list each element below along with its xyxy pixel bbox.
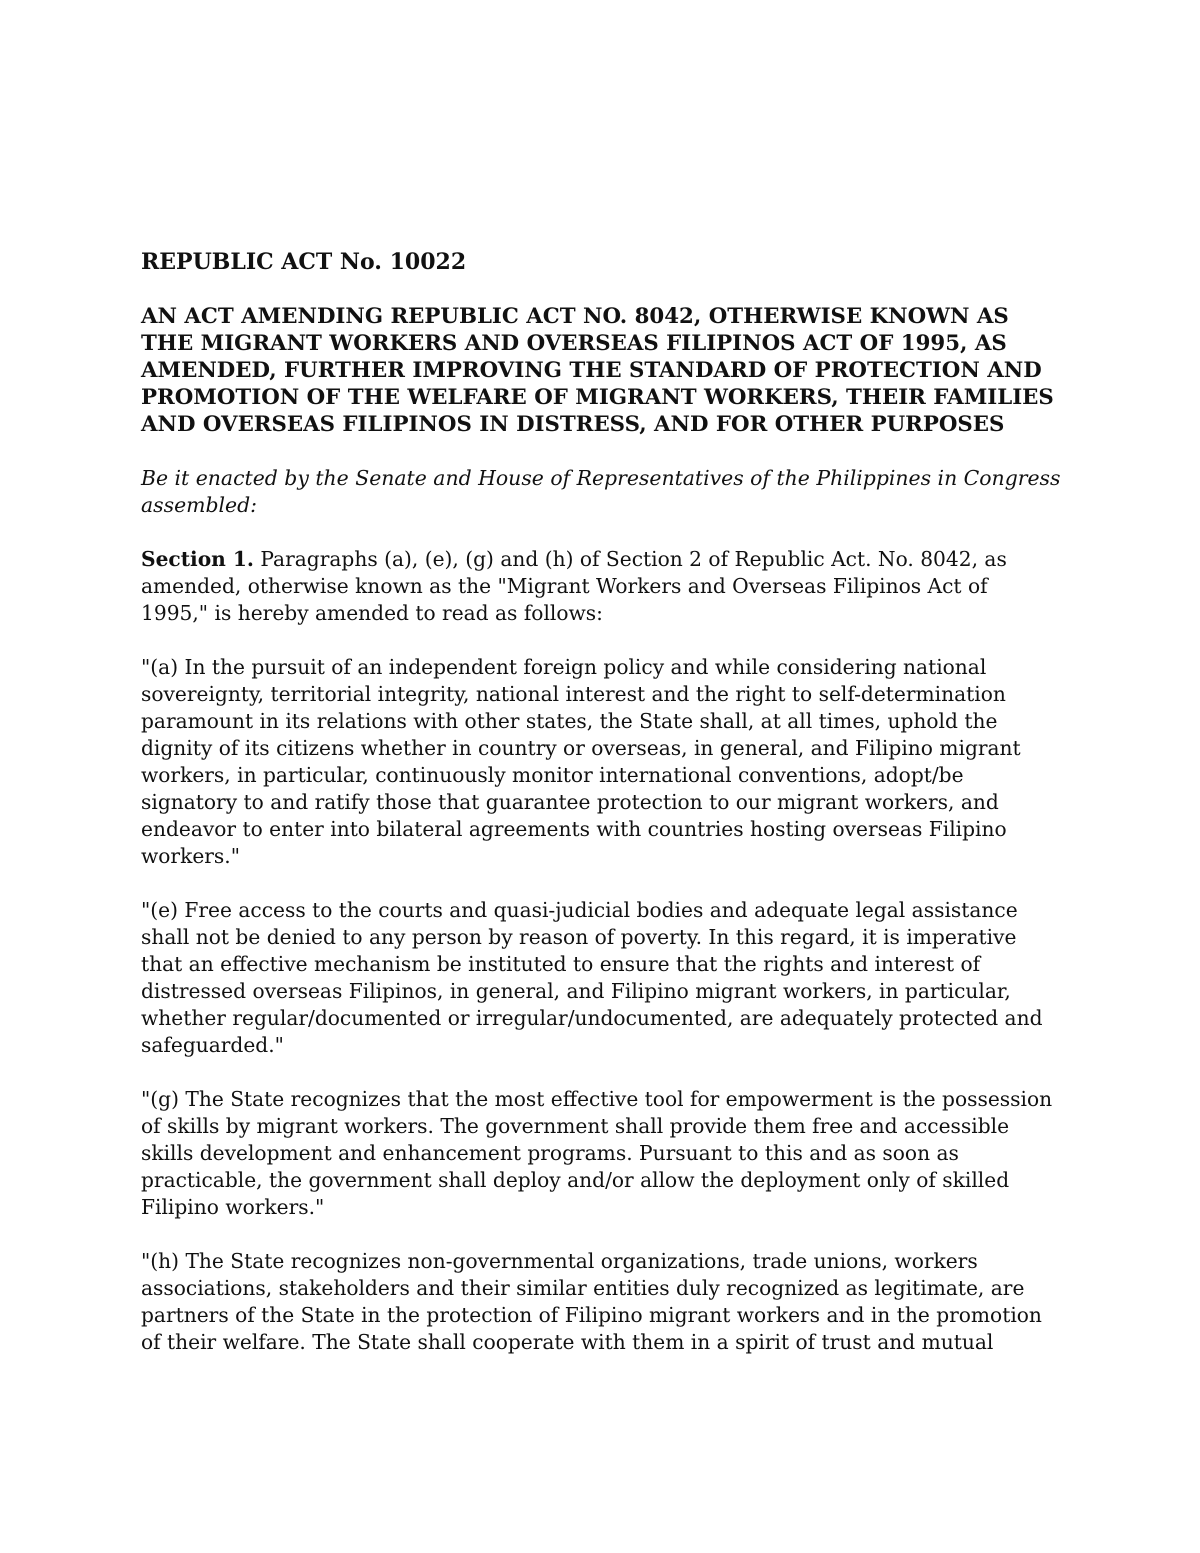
section-1-text: Paragraphs (a), (e), (g) and (h) of Section 2 of Republic Act. No. 8042, as amended, otherwise known as the "Migrant Workers and Overseas Filipinos Act of 1995," is hereby amended to read as follows: (141, 547, 1007, 625)
document-page (141, 249, 1061, 1383)
act-title: AN ACT AMENDING REPUBLIC ACT NO. 8042, OTHERWISE KNOWN AS THE MIGRANT WORKERS AND OVERSEAS FILIPINOS ACT OF 1995, AS AMENDED, FURTHER IMPROVING THE STANDARD OF PROTECTION AND PROMOTION OF THE WELFARE OF MIGRANT WORKERS, THEIR FAMILIES AND OVERSEAS FILIPINOS IN DISTRESS, AND FOR OTHER PURPOSES (141, 304, 1054, 437)
paragraph-g: "(g) The State recognizes that the most effective tool for empowerment is the possession of skills by migrant workers. The government shall provide them free and accessible skills development and enhancement programs. Pursuant to this and as soon as practicable, the government shall deploy and/or allow the deployment only of skilled Filipino workers." (141, 1087, 1053, 1219)
paragraph-a: "(a) In the pursuit of an independent foreign policy and while considering national sovereignty, territorial integrity, national interest and the right to self-determination paramount in its relations with other states, the State shall, at all times, uphold the dignity of its citizens whether in country or overseas, in general, and Filipino migrant workers, in particular, continuously monitor international conventions, adopt/be signatory to and ratify those that guarantee protection to our migrant workers, and endeavor to enter into bilateral agreements with countries hosting overseas Filipino workers." (141, 655, 1021, 868)
paragraph-e: "(e) Free access to the courts and quasi-judicial bodies and adequate legal assistance shall not be denied to any person by reason of poverty. In this regard, it is imperative that an effective mechanism be instituted to ensure that the rights and interest of distressed overseas Filipinos, in general, and Filipino migrant workers, in particular, whether regular/documented or irregular/undocumented, are adequately protected and safeguarded." (141, 898, 1043, 1057)
enacting-clause: Be it enacted by the Senate and House of Representatives of the Philippines in Congress assembled: (141, 466, 1061, 517)
act-number: REPUBLIC ACT No. 10022 (141, 249, 467, 275)
section-1-label: Section 1. (141, 547, 254, 571)
paragraph-h: "(h) The State recognizes non-governmental organizations, trade unions, workers associations, stakeholders and their similar entities duly recognized as legitimate, are partners of the State in the protection of Filipino migrant workers and in the promotion of their welfare. The State shall cooperate with them in a spirit of trust and mutual (141, 1249, 1042, 1354)
section-1 (141, 546, 1061, 627)
